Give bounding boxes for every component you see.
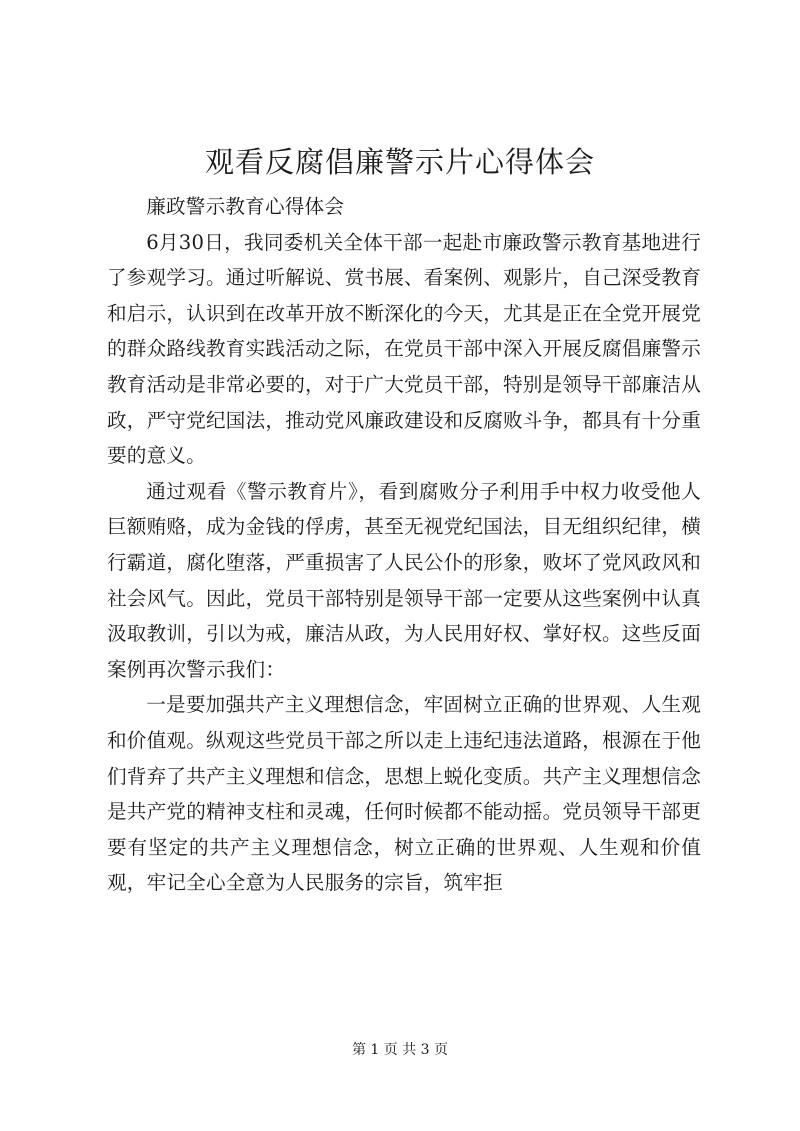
paragraph-3: 一是要加强共产主义理想信念，牢固树立正确的世界观、人生观和价值观。纵观这些党员干部之所以走上违纪违法道路，根源在于他们背弃了共产主义理想和信念，思想上蜕化变质。共产主义理想信念是共产党的精神支柱和灵魂，任何时候都不能动摇。党员领导干部更要有坚定的共产主义理想信念，树立正确的世界观、人生观和价值观，牢记全心全意为人民服务的宗旨，筑牢拒	[107, 693, 701, 895]
page-number-footer: 第 1 页 共 3 页	[351, 1042, 449, 1058]
document-title: 观看反腐倡廉警示片心得体会	[204, 145, 595, 179]
paragraph-1: 6月30日，我同委机关全体干部一起赴市廉政警示教育基地进行了参观学习。通过听解说、赏书展、看案例、观影片，自己深受教育和启示，认识到在改革开放不断深化的今天，尤其是正在全党开展党的群众路线教育实践活动之际，在党员干部中深入开展反腐倡廉警示教育活动是非常必要的，对于广大党员干部，特别是领导干部廉洁从政，严守党纪国法，推动党风廉政建设和反腐败斗争，都具有十分重要的意义。	[107, 230, 701, 468]
document-body	[107, 189, 701, 901]
paragraph-2: 通过观看《警示教育片》，看到腐败分子利用手中权力收受他人巨额贿赂，成为金钱的俘虏，甚至无视党纪国法，目无组织纪律，横行霸道，腐化堕落，严重损害了人民公仆的形象，败坏了党风政风和社会风气。因此，党员干部特别是领导干部一定要从这些案例中认真汲取教训，引以为戒，廉洁从政，为人民用好权、掌好权。这些反面案例再次警示我们：	[107, 479, 701, 681]
paragraph-subtitle: 廉政警示教育心得体会	[146, 195, 345, 218]
